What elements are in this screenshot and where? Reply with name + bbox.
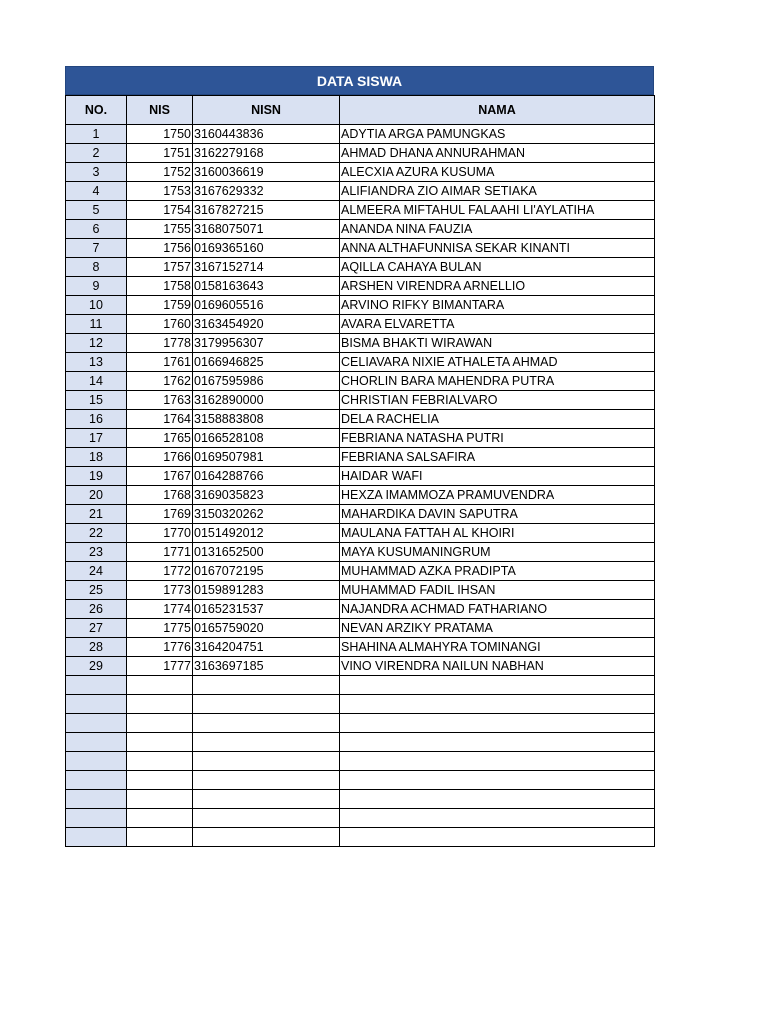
cell-nama[interactable]: ARSHEN VIRENDRA ARNELLIO [340, 277, 655, 296]
cell-nis[interactable]: 1774 [127, 600, 193, 619]
table-row [66, 657, 655, 676]
cell-nis[interactable]: 1758 [127, 277, 193, 296]
cell-no[interactable]: 5 [66, 201, 127, 220]
cell-no[interactable]: 1 [66, 125, 127, 144]
cell-nis[interactable]: 1767 [127, 467, 193, 486]
cell-nama[interactable]: ADYTIA ARGA PAMUNGKAS [340, 125, 655, 144]
cell-nama[interactable]: MAULANA FATTAH AL KHOIRI [340, 524, 655, 543]
cell-no[interactable]: 23 [66, 543, 127, 562]
cell-nisn[interactable]: 3167152714 [193, 258, 340, 277]
cell-nis[interactable]: 1778 [127, 334, 193, 353]
cell-nis[interactable]: 1771 [127, 543, 193, 562]
cell-nama[interactable]: AHMAD DHANA ANNURAHMAN [340, 144, 655, 163]
cell-no[interactable]: 9 [66, 277, 127, 296]
table-row [66, 353, 655, 372]
table-row [66, 372, 655, 391]
table-row [66, 258, 655, 277]
cell-nama[interactable] [340, 790, 655, 809]
cell-nis[interactable]: 1762 [127, 372, 193, 391]
cell-nama[interactable]: ALMEERA MIFTAHUL FALAAHI LI'AYLATIHA [340, 201, 655, 220]
cell-no[interactable]: 15 [66, 391, 127, 410]
cell-nama[interactable]: ALECXIA AZURA KUSUMA [340, 163, 655, 182]
cell-no[interactable]: 27 [66, 619, 127, 638]
cell-nis[interactable]: 1761 [127, 353, 193, 372]
cell-nis[interactable] [127, 752, 193, 771]
cell-nisn[interactable] [193, 771, 340, 790]
cell-nis[interactable]: 1777 [127, 657, 193, 676]
table-row [66, 163, 655, 182]
cell-nis[interactable]: 1764 [127, 410, 193, 429]
cell-nisn[interactable]: 0166528108 [193, 429, 340, 448]
cell-nama[interactable] [340, 676, 655, 695]
table-row [66, 733, 655, 752]
cell-nisn[interactable]: 3169035823 [193, 486, 340, 505]
cell-nama[interactable] [340, 752, 655, 771]
cell-nisn[interactable]: 3162890000 [193, 391, 340, 410]
table-row [66, 220, 655, 239]
cell-nama[interactable]: AQILLA CAHAYA BULAN [340, 258, 655, 277]
table-row [66, 676, 655, 695]
cell-nama[interactable]: CHRISTIAN FEBRIALVARO [340, 391, 655, 410]
cell-nisn[interactable] [193, 809, 340, 828]
table-row [66, 429, 655, 448]
table-row [66, 125, 655, 144]
student-table [65, 95, 655, 847]
cell-nis[interactable]: 1760 [127, 315, 193, 334]
cell-nama[interactable]: CELIAVARA NIXIE ATHALETA AHMAD [340, 353, 655, 372]
cell-no[interactable]: 19 [66, 467, 127, 486]
cell-nama[interactable]: MAHARDIKA DAVIN SAPUTRA [340, 505, 655, 524]
cell-nis[interactable]: 1766 [127, 448, 193, 467]
cell-no[interactable]: 13 [66, 353, 127, 372]
cell-nisn[interactable]: 0165231537 [193, 600, 340, 619]
cell-nis[interactable] [127, 809, 193, 828]
header-nis[interactable]: NIS [127, 96, 193, 125]
cell-nama[interactable]: ALIFIANDRA ZIO AIMAR SETIAKA [340, 182, 655, 201]
table-row [66, 600, 655, 619]
cell-no[interactable]: 24 [66, 562, 127, 581]
table-row [66, 315, 655, 334]
cell-nama[interactable]: HAIDAR WAFI [340, 467, 655, 486]
cell-nama[interactable] [340, 828, 655, 847]
cell-nisn[interactable]: 3167827215 [193, 201, 340, 220]
cell-nisn[interactable]: 0169365160 [193, 239, 340, 258]
cell-nama[interactable]: NAJANDRA ACHMAD FATHARIANO [340, 600, 655, 619]
header-nama[interactable]: NAMA [340, 96, 655, 125]
cell-nisn[interactable]: 3158883808 [193, 410, 340, 429]
table-row [66, 486, 655, 505]
table-row [66, 277, 655, 296]
cell-nis[interactable] [127, 828, 193, 847]
cell-no[interactable]: 21 [66, 505, 127, 524]
cell-nisn[interactable]: 0169605516 [193, 296, 340, 315]
cell-nama[interactable]: MUHAMMAD AZKA PRADIPTA [340, 562, 655, 581]
cell-nama[interactable]: VINO VIRENDRA NAILUN NABHAN [340, 657, 655, 676]
cell-nisn[interactable]: 3164204751 [193, 638, 340, 657]
cell-no[interactable]: 10 [66, 296, 127, 315]
cell-nis[interactable]: 1750 [127, 125, 193, 144]
cell-nisn[interactable]: 3168075071 [193, 220, 340, 239]
header-row [66, 96, 655, 125]
table-row [66, 467, 655, 486]
cell-nisn[interactable]: 3162279168 [193, 144, 340, 163]
cell-nis[interactable]: 1751 [127, 144, 193, 163]
sheet-title: DATA SISWA [65, 66, 654, 95]
table-row [66, 638, 655, 657]
student-data-sheet [65, 66, 654, 847]
cell-nisn[interactable]: 0158163643 [193, 277, 340, 296]
table-row [66, 296, 655, 315]
table-row [66, 619, 655, 638]
cell-nis[interactable] [127, 676, 193, 695]
cell-nisn[interactable]: 0131652500 [193, 543, 340, 562]
cell-nis[interactable] [127, 771, 193, 790]
cell-nis[interactable] [127, 714, 193, 733]
table-row [66, 239, 655, 258]
cell-nisn[interactable]: 0169507981 [193, 448, 340, 467]
cell-no[interactable] [66, 828, 127, 847]
table-row [66, 695, 655, 714]
cell-nis[interactable]: 1753 [127, 182, 193, 201]
cell-nama[interactable] [340, 695, 655, 714]
cell-no[interactable]: 11 [66, 315, 127, 334]
cell-no[interactable] [66, 714, 127, 733]
cell-nis[interactable]: 1772 [127, 562, 193, 581]
cell-nisn[interactable] [193, 733, 340, 752]
table-row [66, 581, 655, 600]
cell-nama[interactable]: NEVAN ARZIKY PRATAMA [340, 619, 655, 638]
cell-nama[interactable]: ARVINO RIFKY BIMANTARA [340, 296, 655, 315]
cell-no[interactable] [66, 790, 127, 809]
table-row [66, 714, 655, 733]
cell-nis[interactable]: 1757 [127, 258, 193, 277]
cell-nis[interactable]: 1775 [127, 619, 193, 638]
cell-nama[interactable]: HEXZA IMAMMOZA PRAMUVENDRA [340, 486, 655, 505]
cell-nama[interactable]: AVARA ELVARETTA [340, 315, 655, 334]
cell-nis[interactable]: 1776 [127, 638, 193, 657]
cell-nis[interactable]: 1773 [127, 581, 193, 600]
cell-no[interactable] [66, 771, 127, 790]
table-row [66, 809, 655, 828]
cell-no[interactable] [66, 809, 127, 828]
cell-nama[interactable]: MAYA KUSUMANINGRUM [340, 543, 655, 562]
cell-no[interactable]: 12 [66, 334, 127, 353]
cell-nisn[interactable]: 3160443836 [193, 125, 340, 144]
cell-nis[interactable]: 1769 [127, 505, 193, 524]
cell-no[interactable] [66, 752, 127, 771]
table-row [66, 752, 655, 771]
table-row [66, 448, 655, 467]
cell-nama[interactable]: BISMA BHAKTI WIRAWAN [340, 334, 655, 353]
cell-nisn[interactable]: 3163697185 [193, 657, 340, 676]
table-row [66, 828, 655, 847]
cell-no[interactable]: 14 [66, 372, 127, 391]
cell-nama[interactable]: CHORLIN BARA MAHENDRA PUTRA [340, 372, 655, 391]
cell-nisn[interactable] [193, 676, 340, 695]
table-row [66, 543, 655, 562]
cell-no[interactable]: 8 [66, 258, 127, 277]
cell-no[interactable]: 29 [66, 657, 127, 676]
cell-nis[interactable]: 1765 [127, 429, 193, 448]
table-row [66, 391, 655, 410]
cell-nis[interactable]: 1770 [127, 524, 193, 543]
cell-nis[interactable] [127, 790, 193, 809]
cell-nisn[interactable] [193, 695, 340, 714]
cell-nis[interactable]: 1754 [127, 201, 193, 220]
cell-no[interactable] [66, 733, 127, 752]
table-row [66, 182, 655, 201]
table-row [66, 144, 655, 163]
table-row [66, 524, 655, 543]
cell-no[interactable]: 20 [66, 486, 127, 505]
cell-nisn[interactable]: 0164288766 [193, 467, 340, 486]
table-row [66, 790, 655, 809]
cell-nisn[interactable]: 3167629332 [193, 182, 340, 201]
table-row [66, 562, 655, 581]
cell-nis[interactable]: 1756 [127, 239, 193, 258]
table-row [66, 771, 655, 790]
cell-nama[interactable]: SHAHINA ALMAHYRA TOMINANGI [340, 638, 655, 657]
cell-no[interactable]: 22 [66, 524, 127, 543]
cell-nis[interactable]: 1759 [127, 296, 193, 315]
table-row [66, 334, 655, 353]
cell-nisn[interactable]: 3163454920 [193, 315, 340, 334]
cell-no[interactable]: 2 [66, 144, 127, 163]
cell-no[interactable]: 18 [66, 448, 127, 467]
cell-nama[interactable]: FEBRIANA NATASHA PUTRI [340, 429, 655, 448]
cell-no[interactable]: 3 [66, 163, 127, 182]
cell-nama[interactable] [340, 771, 655, 790]
cell-nisn[interactable]: 0159891283 [193, 581, 340, 600]
cell-nisn[interactable]: 3160036619 [193, 163, 340, 182]
cell-nisn[interactable]: 0151492012 [193, 524, 340, 543]
cell-nama[interactable] [340, 714, 655, 733]
cell-no[interactable] [66, 676, 127, 695]
cell-no[interactable] [66, 695, 127, 714]
cell-no[interactable]: 16 [66, 410, 127, 429]
table-row [66, 505, 655, 524]
cell-no[interactable]: 7 [66, 239, 127, 258]
cell-no[interactable]: 6 [66, 220, 127, 239]
table-body [66, 125, 655, 847]
cell-nama[interactable] [340, 733, 655, 752]
cell-nama[interactable]: ANNA ALTHAFUNNISA SEKAR KINANTI [340, 239, 655, 258]
cell-no[interactable]: 4 [66, 182, 127, 201]
cell-nisn[interactable]: 0167595986 [193, 372, 340, 391]
cell-nisn[interactable]: 3179956307 [193, 334, 340, 353]
cell-nis[interactable]: 1755 [127, 220, 193, 239]
cell-nis[interactable] [127, 733, 193, 752]
cell-nisn[interactable] [193, 790, 340, 809]
table-row [66, 410, 655, 429]
cell-nis[interactable]: 1763 [127, 391, 193, 410]
header-no[interactable]: NO. [66, 96, 127, 125]
cell-no[interactable]: 26 [66, 600, 127, 619]
cell-nama[interactable] [340, 809, 655, 828]
cell-nama[interactable]: ANANDA NINA FAUZIA [340, 220, 655, 239]
cell-nis[interactable]: 1752 [127, 163, 193, 182]
cell-nis[interactable]: 1768 [127, 486, 193, 505]
cell-nisn[interactable]: 0166946825 [193, 353, 340, 372]
cell-nama[interactable]: DELA RACHELIA [340, 410, 655, 429]
cell-nisn[interactable] [193, 714, 340, 733]
cell-no[interactable]: 25 [66, 581, 127, 600]
cell-no[interactable]: 17 [66, 429, 127, 448]
cell-nisn[interactable] [193, 752, 340, 771]
table-row [66, 201, 655, 220]
cell-nama[interactable]: MUHAMMAD FADIL IHSAN [340, 581, 655, 600]
cell-nama[interactable]: FEBRIANA SALSAFIRA [340, 448, 655, 467]
cell-nis[interactable] [127, 695, 193, 714]
cell-nisn[interactable] [193, 828, 340, 847]
header-nisn[interactable]: NISN [193, 96, 340, 125]
cell-nisn[interactable]: 3150320262 [193, 505, 340, 524]
cell-nisn[interactable]: 0165759020 [193, 619, 340, 638]
cell-no[interactable]: 28 [66, 638, 127, 657]
cell-nisn[interactable]: 0167072195 [193, 562, 340, 581]
